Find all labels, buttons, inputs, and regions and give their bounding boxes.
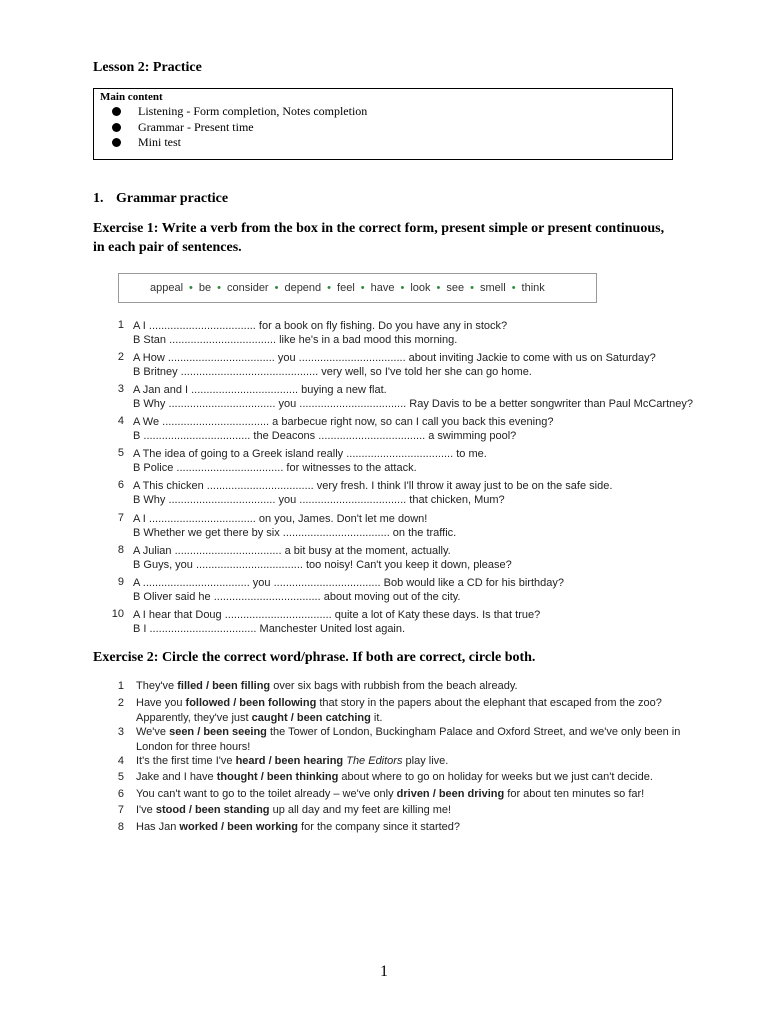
main-content-box bbox=[93, 88, 673, 160]
sentence-b: B Whether we get there by six ................................... on the traffic. bbox=[133, 527, 457, 539]
sentence: Has Jan worked / been working for the company since it started? bbox=[136, 821, 461, 833]
item-number: 2 bbox=[117, 697, 124, 709]
item-number: 7 bbox=[117, 512, 124, 524]
item-number: 1 bbox=[117, 680, 124, 692]
main-content-heading: Main content bbox=[100, 91, 163, 103]
section-heading bbox=[93, 191, 228, 207]
sentence-a: A I ................................... on you, James. Don't let me down! bbox=[133, 513, 428, 525]
sentence-b: B Stan ................................... like he's in a bad mood this morning. bbox=[133, 334, 458, 346]
sentence-b: B I ................................... Manchester United lost again. bbox=[133, 623, 406, 635]
sentence-a: A This chicken ................................... very fresh. I think I'll throw it away just to be on the safe side. bbox=[133, 480, 613, 492]
sentence: I've stood / been standing up all day and my feet are killing me! bbox=[136, 804, 452, 816]
bullet-icon bbox=[112, 138, 121, 147]
item-number: 7 bbox=[117, 804, 124, 816]
sentence-a: A How ................................... you ................................... about inviting Jackie to come with us on Saturday? bbox=[133, 352, 656, 364]
separator-dot: • bbox=[360, 282, 365, 294]
word-option: look bbox=[410, 282, 431, 294]
item-number: 8 bbox=[117, 821, 124, 833]
item-number: 4 bbox=[117, 755, 124, 767]
sentence-a: A ................................... you ................................... Bob would like a CD for his birthday? bbox=[133, 577, 564, 589]
sentence: Have you followed / been following that story in the papers about the elephant that escaped from the zoo? Apparently, they've just caught / been catching it. bbox=[136, 697, 662, 724]
sentence-b: B Britney ............................................. very well, so I've told her she can go home. bbox=[133, 366, 532, 378]
separator-dot: • bbox=[470, 282, 475, 294]
item-number: 4 bbox=[117, 415, 124, 427]
sentence: They've filled / been filling over six bags with rubbish from the beach already. bbox=[136, 680, 518, 692]
item-number: 3 bbox=[117, 383, 124, 395]
item-number: 9 bbox=[117, 576, 124, 588]
word-option: depend bbox=[284, 282, 322, 294]
list-item: Mini test bbox=[112, 135, 367, 151]
item-number: 5 bbox=[117, 771, 124, 783]
separator-dot: • bbox=[327, 282, 332, 294]
lesson-title: Lesson 2: Practice bbox=[93, 60, 202, 75]
section-title: Grammar practice bbox=[116, 191, 229, 206]
item-number: 6 bbox=[117, 479, 124, 491]
item-number: 10 bbox=[111, 608, 124, 620]
sentence-b: B Why ................................... you ................................... Ray Davis to be a better songwriter than Paul McCartney? bbox=[133, 398, 693, 410]
bullet-icon bbox=[112, 123, 121, 132]
sentence-b: B ................................... the Deacons ................................... a swimming pool? bbox=[133, 430, 517, 442]
separator-dot: • bbox=[400, 282, 405, 294]
word-box bbox=[118, 273, 597, 303]
sentence-a: A We ................................... a barbecue right now, so can I call you back this evening? bbox=[133, 416, 554, 428]
separator-dot: • bbox=[436, 282, 441, 294]
separator-dot: • bbox=[189, 282, 193, 294]
word-option: consider bbox=[227, 282, 269, 294]
separator-dot: • bbox=[274, 282, 279, 294]
bullet-icon bbox=[112, 107, 121, 116]
word-option: think bbox=[521, 282, 545, 294]
sentence-b: B Police ................................... for witnesses to the attack. bbox=[133, 462, 417, 474]
word-option: be bbox=[198, 282, 212, 294]
word-option: feel bbox=[337, 282, 355, 294]
sentence: You can't want to go to the toilet already – we've only driven / been driving for about ten minutes so far! bbox=[136, 788, 645, 800]
sentence: Jake and I have thought / been thinking about where to go on holiday for weeks but we just can't decide. bbox=[136, 771, 653, 783]
item-number: 8 bbox=[117, 544, 124, 556]
word-option: have bbox=[370, 282, 395, 294]
sentence-a: A I hear that Doug ................................... quite a lot of Katy these days. Is that true? bbox=[133, 609, 541, 621]
word-option: see bbox=[446, 282, 465, 294]
sentence-a: A The idea of going to a Greek island really ................................... to me. bbox=[133, 448, 487, 460]
page-number: 1 bbox=[380, 963, 388, 980]
word-option: smell bbox=[480, 282, 506, 294]
sentence: It's the first time I've heard / been hearing The Editors play live. bbox=[136, 755, 449, 767]
main-content-list bbox=[112, 104, 367, 151]
sentence-b: B Why ................................... you ................................... that chicken, Mum? bbox=[133, 494, 505, 506]
word-option: appeal bbox=[150, 282, 184, 294]
separator-dot: • bbox=[217, 282, 222, 294]
item-number: 6 bbox=[117, 788, 124, 800]
section-number: 1. bbox=[93, 191, 104, 206]
exercise-2-title: Exercise 2: Circle the correct word/phrase. If both are correct, circle both. bbox=[93, 650, 536, 665]
sentence: We've seen / been seeing the Tower of London, Buckingham Palace and Oxford Street, and we've only been in London for three hours! bbox=[136, 726, 681, 753]
sentence-b: B Guys, you ................................... too noisy! Can't you keep it down, please? bbox=[133, 559, 512, 571]
list-item: Grammar - Present time bbox=[112, 120, 367, 136]
sentence-a: A Julian ................................... a bit busy at the moment, actually. bbox=[133, 545, 451, 557]
item-number: 2 bbox=[117, 351, 124, 363]
item-number: 1 bbox=[117, 319, 124, 331]
sentence-a: A Jan and I ................................... buying a new flat. bbox=[133, 384, 387, 396]
item-number: 3 bbox=[117, 726, 124, 738]
sentence-b: B Oliver said he ................................... about moving out of the city. bbox=[133, 591, 461, 603]
sentence-a: A I ................................... for a book on fly fishing. Do you have any in stock? bbox=[133, 320, 508, 332]
separator-dot: • bbox=[511, 282, 516, 294]
item-number: 5 bbox=[117, 447, 124, 459]
exercise-1-title: Exercise 1: Write a verb from the box in the correct form, present simple or present continuous, in each pair of sentences. bbox=[93, 221, 665, 255]
list-item: Listening - Form completion, Notes completion bbox=[112, 104, 367, 120]
